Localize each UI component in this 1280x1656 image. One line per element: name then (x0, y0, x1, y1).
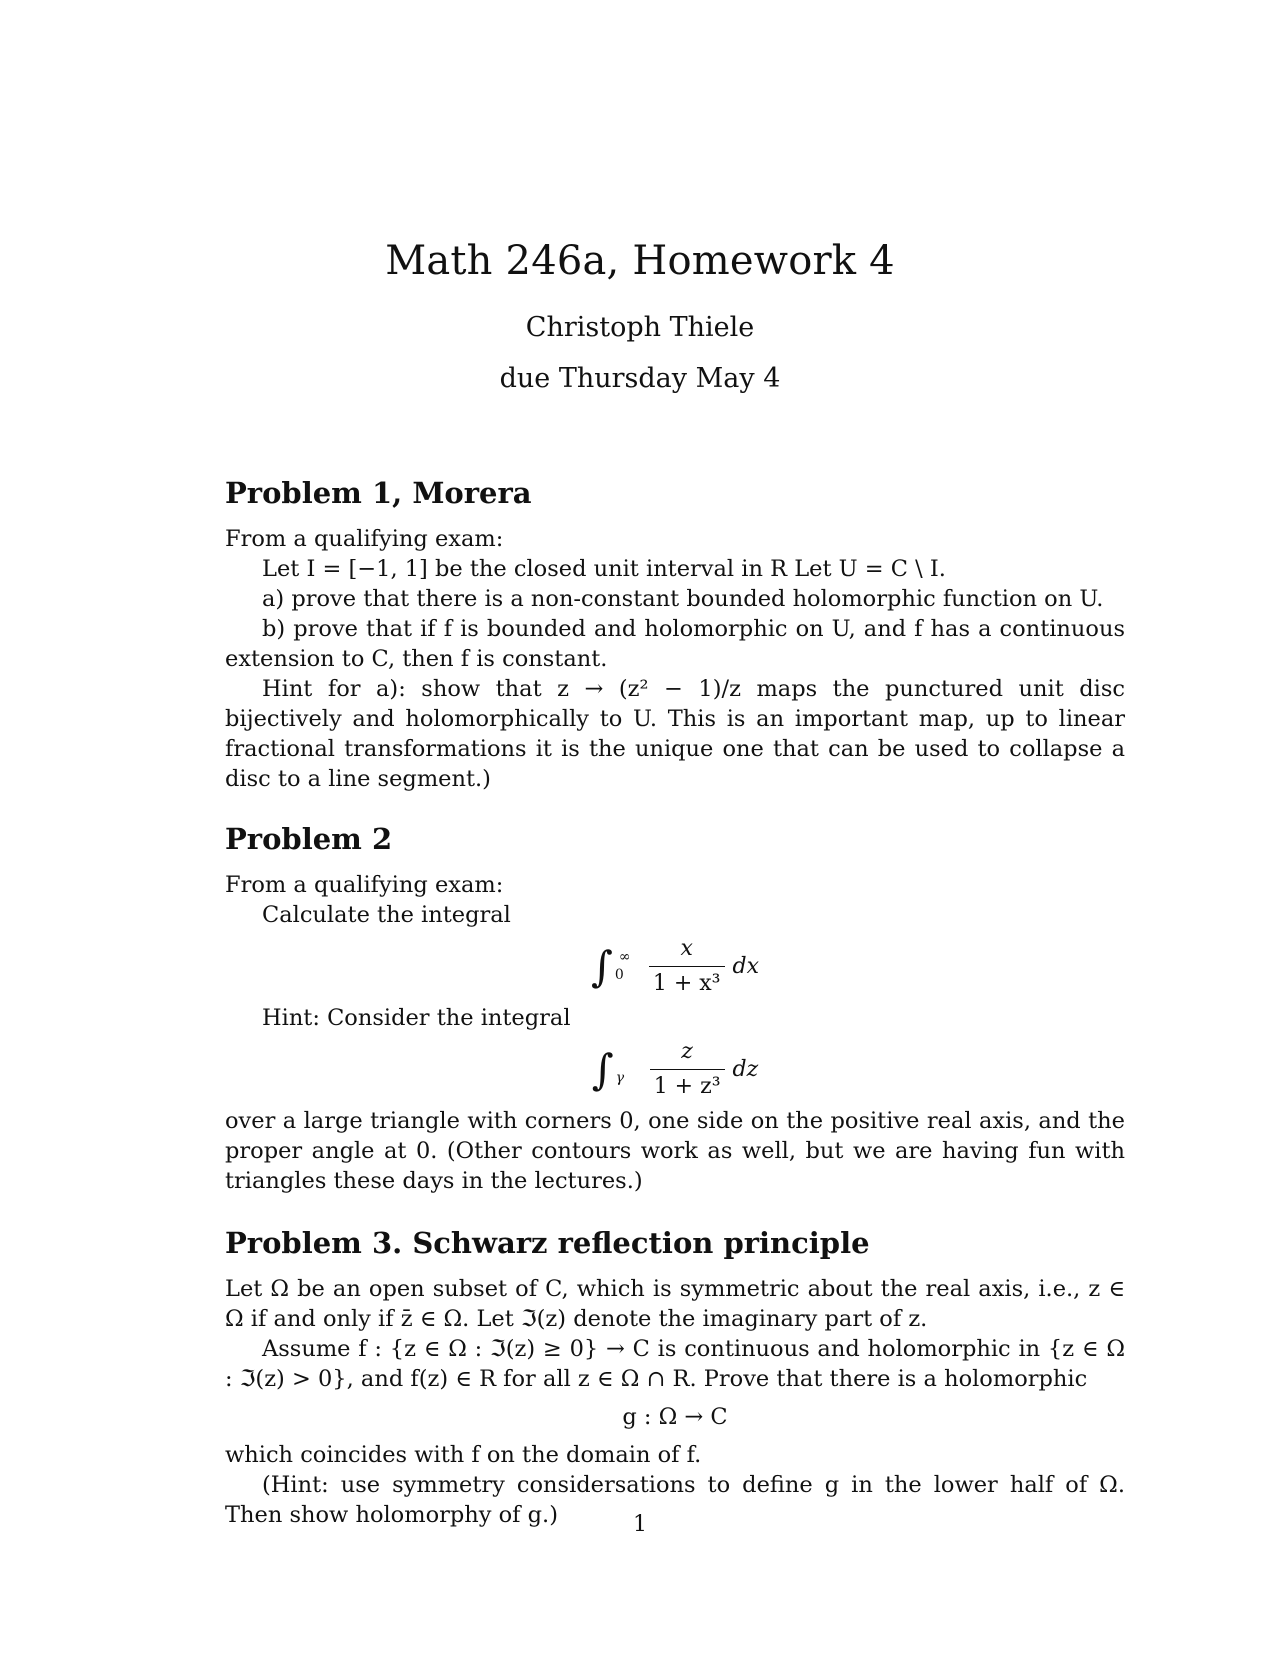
problem-3-line-3: which coincides with f on the domain of f. (225, 1442, 702, 1468)
integral-2-denominator: 1 + z³ (650, 1069, 725, 1102)
due-date: due Thursday May 4 (499, 363, 781, 394)
problem-2-heading: Problem 2 (225, 822, 393, 856)
problem-2-line-1: Calculate the integral (262, 902, 511, 928)
problem-3-line-2: Assume f : {z ∈ Ω : ℑ(z) ≥ 0} → C is continuous and holomorphic in {z ∈ Ω : ℑ(z) > 0}, and f(z) ∈ R for all z ∈ Ω ∩ R. Prove that there is a holomorphic (225, 1336, 1125, 1392)
header (0, 238, 1280, 394)
problem-3 (225, 1228, 1125, 1530)
problem-1 (225, 478, 1125, 794)
problem-1-hint: Hint for a): show that z → (z² − 1)/z maps the punctured unit disc bijectively and holomorphically to U. This is an important map, up to linear fractional transformations it is the unique one that can be used to collapse a disc to a line segment.) (225, 676, 1125, 792)
integral-sign: ∫ (591, 1044, 614, 1094)
problem-1-line-3: b) prove that if f is bounded and holomorphic on U, and f has a continuous extension to C, then f is constant. (225, 616, 1125, 672)
problem-1-intro: From a qualifying exam: (225, 526, 504, 552)
problem-2-after: over a large triangle with corners 0, one side on the positive real axis, and the proper angle at 0. (Other contours work as well, but we are having fun with triangles these days in the lectures.) (225, 1108, 1125, 1194)
problem-3-hint: (Hint: use symmetry considersations to define g in the lower half of Ω. Then show holomorphy of g.) (225, 1472, 1125, 1528)
integral-2 (225, 1037, 1125, 1102)
problem-1-line-2: a) prove that there is a non-constant bounded holomorphic function on U. (262, 586, 1104, 612)
problem-1-heading: Problem 1, Morera (225, 476, 532, 510)
integral-1-differential: dx (732, 953, 760, 979)
integral-1-lower: 0 (614, 966, 624, 983)
integral-1-numerator: x (680, 936, 693, 961)
integral-2-differential: dz (732, 1056, 759, 1082)
problem-2 (225, 824, 1125, 1196)
integral-1-upper: ∞ (618, 948, 631, 965)
page-number: 1 (633, 1512, 647, 1537)
problem-1-line-1: Let I = [−1, 1] be the closed unit interval in R Let U = C \ I. (262, 556, 946, 582)
integral-1-denominator: 1 + x³ (649, 966, 725, 999)
integral-sign: ∫ (590, 941, 613, 991)
document-body (225, 478, 1125, 1530)
problem-3-display: g : Ω → C (622, 1404, 728, 1430)
integral-2-lower: γ (615, 1069, 625, 1086)
problem-2-intro: From a qualifying exam: (225, 872, 504, 898)
integral-1 (225, 934, 1125, 999)
problem-3-heading: Problem 3. Schwarz reflection principle (225, 1226, 870, 1260)
author: Christoph Thiele (525, 312, 755, 343)
document-title: Math 246a, Homework 4 (385, 238, 895, 284)
integral-2-numerator: z (681, 1039, 693, 1064)
problem-2-hint: Hint: Consider the integral (262, 1005, 571, 1031)
problem-3-line-1: Let Ω be an open subset of C, which is symmetric about the real axis, i.e., z ∈ Ω if and only if z̄ ∈ Ω. Let ℑ(z) denote the imaginary part of z. (225, 1276, 1125, 1332)
